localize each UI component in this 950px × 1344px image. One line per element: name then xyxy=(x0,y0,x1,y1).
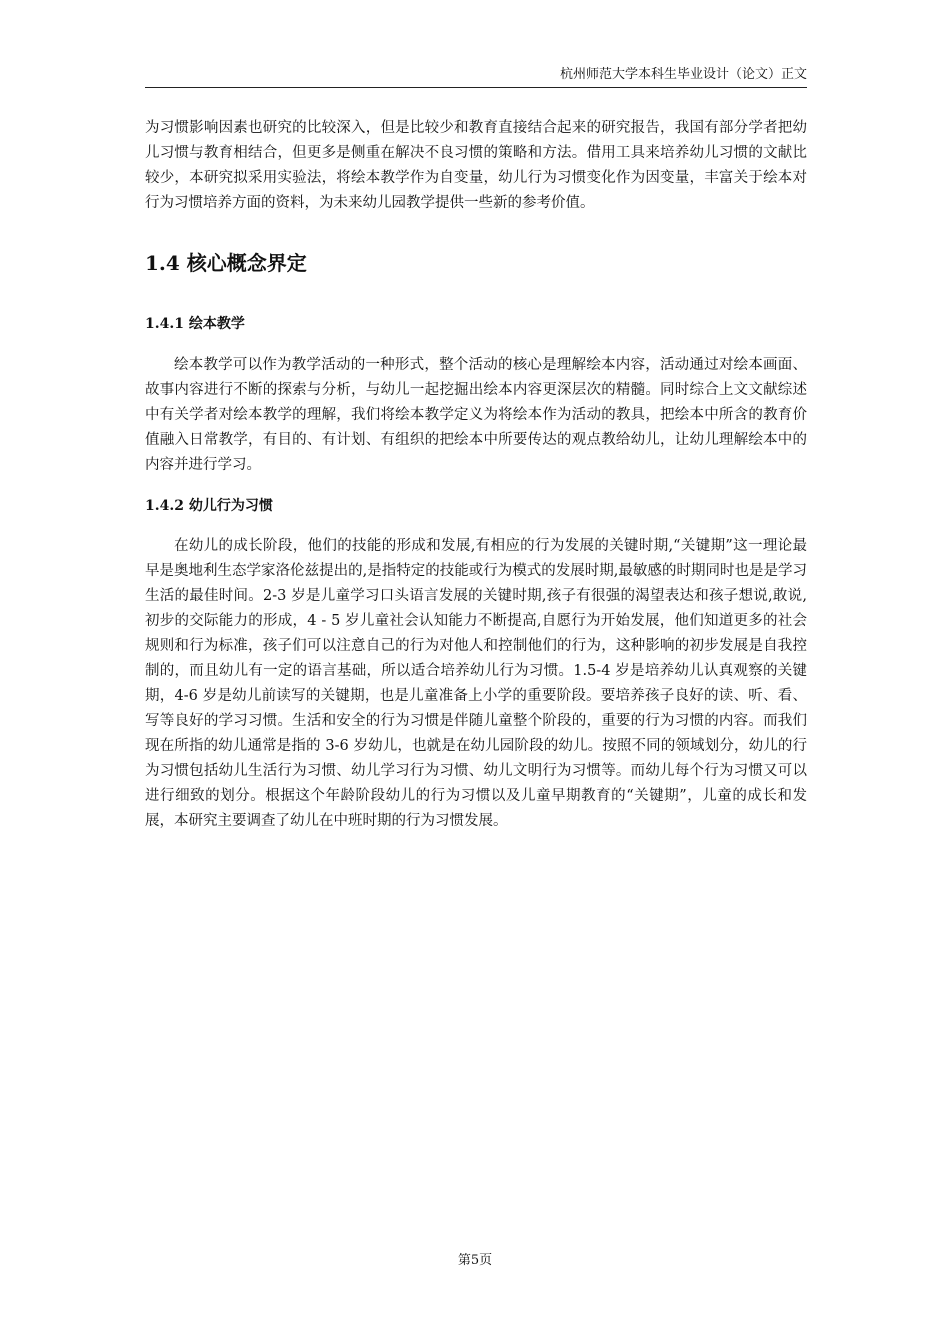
subsection-heading-1-4-2: 1.4.2 幼儿行为习惯 xyxy=(145,498,273,514)
running-header: 杭州师范大学本科生毕业设计（论文）正文 xyxy=(145,66,807,88)
paragraph-picture-book-teaching: 绘本教学可以作为教学活动的一种形式，整个活动的核心是理解绘本内容，活动通过对绘本画面、故事内容进行不断的探索与分析，与幼儿一起挖掘出绘本内容更深层次的精髓。同时综合上文文献综述中有关学者对绘本教学的理解，我们将绘本教学定义为将绘本作为活动的教具，把绘本中所含的教育价值融入日常教学，有目的、有计划、有组织的把绘本中所要传达的观点教给幼儿，让幼儿理解绘本中的内容并进行学习。 xyxy=(145,357,807,473)
page-body xyxy=(145,116,807,834)
section-heading-1-4: 1.4 核心概念界定 xyxy=(145,251,307,275)
page-number: 第5页 xyxy=(457,1253,493,1268)
subsection-heading-1-4-1: 1.4.1 绘本教学 xyxy=(145,316,245,332)
intro-paragraph: 为习惯影响因素也研究的比较深入，但是比较少和教育直接结合起来的研究报告，我国有部分学者把幼儿习惯与教育相结合，但更多是侧重在解决不良习惯的策略和方法。借用工具来培养幼儿习惯的文献比较少，本研究拟采用实验法，将绘本教学作为自变量，幼儿行为习惯变化作为因变量，丰富关于绘本对行为习惯培养方面的资料，为未来幼儿园教学提供一些新的参考价值。 xyxy=(145,120,807,211)
paragraph-child-behavior-habits: 在幼儿的成长阶段，他们的技能的形成和发展,有相应的行为发展的关键时期,“关键期”这一理论最早是奥地利生态学家洛伦兹提出的,是指特定的技能或行为模式的发展时期,最敏感的时期同时也是是学习生活的最佳时间。2-3 岁是儿童学习口头语言发展的关键时期,孩子有很强的渴望表达和孩子想说,敢说,初步的交际能力的形成，4 - 5 岁儿童社会认知能力不断提高,自愿行为开始发展，他们知道更多的社会规则和行为标准，孩子们可以注意自己的行为对他人和控制他们的行为，这种影响的初步发展是自我控制的，而且幼儿有一定的语言基础，所以适合培养幼儿行为习惯。1.5-4 岁是培养幼儿认真观察的关键期，4-6 岁是幼儿前读写的关键期，也是儿童准备上小学的重要阶段。要培养孩子良好的读、听、看、写等良好的学习习惯。生活和安全的行为习惯是伴随儿童整个阶段的，重要的行为习惯的内容。而我们现在所指的幼儿通常是指的 3-6 岁幼儿，也就是在幼儿园阶段的幼儿。按照不同的领域划分，幼儿的行为习惯包括幼儿生活行为习惯、幼儿学习行为习惯、幼儿文明行为习惯等。而幼儿每个行为习惯又可以进行细致的划分。根据这个年龄阶段幼儿的行为习惯以及儿童早期教育的“关键期”，儿童的成长和发展，本研究主要调查了幼儿在中班时期的行为习惯发展。 xyxy=(145,538,807,829)
